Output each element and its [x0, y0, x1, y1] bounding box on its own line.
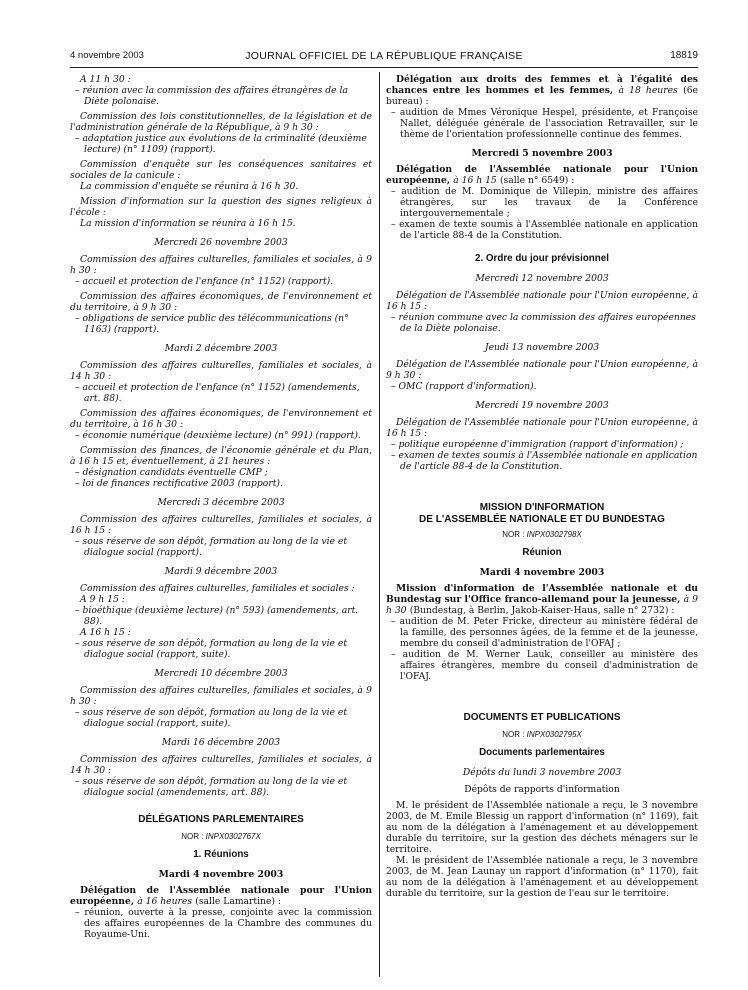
delegation-time: à 18 heures: [618, 85, 678, 96]
subsection-title: 1. Réunions: [193, 849, 249, 860]
agenda-item: – audition de M. Peter Fricke, directeur au ministère fédéral de la famille, des personnes âgées, de la femme et de la jeunesse, membre du conseil d'administration de l'OFAJ ;: [391, 616, 698, 649]
subsection-title: Réunion: [522, 547, 562, 558]
committee-heading: Commission des affaires culturelles, familiales et sociales, à 14 h 30 :: [70, 754, 372, 776]
section-title-mission: MISSION D'INFORMATION: [479, 502, 605, 513]
agenda-item: – audition de M. Dominique de Villepin, ministre des affaires étrangères, sur les travaux de la Conférence intergouvernementale ;: [391, 186, 698, 219]
date-heading: Mercredi 26 novembre 2003: [154, 237, 288, 248]
section-title-mission-sub: DE L'ASSEMBLÉE NATIONALE ET DU BUNDESTAG: [419, 514, 665, 525]
nor-reference: [386, 730, 698, 739]
report-paragraph: M. le président de l'Assemblée nationale a reçu, le 3 novembre 2003, de M. Jean Launay un rapport d'information (n° 1170), fait au nom de la délégation à l'aménagement et au développement durable du territoire, sur la gestion de l'eau sur le territoire.: [386, 855, 698, 899]
agenda-time: A 9 h 15 :: [80, 594, 125, 605]
delegation-time: à 16 heures: [137, 896, 193, 907]
agenda-item: – sous réserve de son dépôt, formation au long de la vie et dialogue social (rapport, suite).: [75, 707, 348, 729]
delegation-time: à 16 h 15: [453, 175, 497, 186]
agenda-item: – économie numérique (deuxième lecture) (n° 991) (rapport).: [75, 430, 361, 441]
date-heading-bold: Mardi 4 novembre 2003: [479, 567, 605, 578]
delegation-name: Délégation aux droits des femmes et à l'égalité des chances entre les hommes et les femmes,: [386, 74, 698, 96]
right-column: [386, 74, 698, 899]
agenda-item: – examen de textes soumis à l'Assemblée nationale en application de l'article 88-4 de la Constitution.: [391, 450, 698, 472]
delegation-room: (salle Lamartine) :: [195, 896, 282, 907]
committee-heading: Commission d'enquête sur les conséquences sanitaires et sociales de la canicule :: [70, 159, 372, 181]
agenda-item: – audition de Mmes Véronique Hespel, présidente, et Françoise Nallet, déléguée générale de l'association Retravailler, sur le thème de l'orientation professionnelle continue des femmes.: [391, 107, 698, 140]
committee-heading: Commission des finances, de l'économie générale et du Plan, à 16 h 15 et, éventuellement, à 21 heures :: [70, 445, 372, 467]
committee-heading: Commission des lois constitutionnelles, de la législation et de l'administration générale de la République, à 9 h 30 :: [70, 111, 372, 133]
date-heading: Mercredi 3 décembre 2003: [157, 497, 285, 508]
committee-heading: Commission des affaires culturelles, familiales et sociales, à 16 h 15 :: [70, 514, 372, 536]
mission-time: à 9 h 30: [386, 594, 698, 616]
committee-heading: Délégation de l'Assemblée nationale pour l'Union européenne, à 16 h 15 :: [386, 290, 698, 312]
delegation-name: Délégation de l'Assemblée nationale pour l'Union européenne,: [386, 164, 698, 186]
nor-code: INPX0302798X: [526, 530, 582, 539]
agenda-item: – accueil et protection de l'enfance (n° 1152) (rapport).: [75, 276, 334, 287]
date-heading-bold: Mardi 4 novembre 2003: [158, 869, 284, 880]
header-rule: [70, 67, 698, 68]
section-title-delegations: DÉLÉGATIONS PARLEMENTAIRES: [138, 814, 304, 825]
agenda-item: – loi de finances rectificative 2003 (rapport).: [75, 478, 283, 489]
nor-label: NOR :: [502, 530, 525, 539]
committee-heading: Commission des affaires culturelles, familiales et sociales :: [80, 583, 355, 594]
mission-name: Mission d'information de l'Assemblée nationale et du Bundestag sur l'Office franco-allemand pour la jeunesse,: [386, 583, 698, 605]
committee-heading: Délégation de l'Assemblée nationale pour l'Union européenne, à 16 h 15 :: [386, 417, 698, 439]
delegation-name: Délégation de l'Assemblée nationale pour l'Union européenne,: [70, 885, 372, 907]
date-heading: Mercredi 10 décembre 2003: [154, 668, 288, 679]
column-divider: [379, 72, 380, 977]
nor-code: INPX0302795X: [526, 730, 582, 739]
date-heading: Mardi 9 décembre 2003: [164, 566, 278, 577]
left-column: [70, 74, 372, 940]
mission-location: (Bundestag, à Berlin, Jakob-Kaiser-Haus, salle n° 2732) :: [409, 605, 675, 616]
agenda-item: – bioéthique (deuxième lecture) (n° 593) (amendements, art. 88).: [75, 605, 359, 627]
nor-reference: [70, 832, 372, 841]
agenda-item: – sous réserve de son dépôt, formation au long de la vie et dialogue social (rapport, suite).: [75, 638, 348, 660]
agenda-item: – accueil et protection de l'enfance (n° 1152) (amendements, art. 88).: [75, 382, 360, 404]
nor-reference: [386, 530, 698, 539]
agenda-item: – désignation candidats éventuelle CMP ;: [75, 467, 268, 478]
date-heading-bold: Mercredi 5 novembre 2003: [471, 148, 613, 159]
agenda-note: La commission d'enquête se réunira à 16 h 30.: [80, 181, 299, 192]
delegation-room: (6e bureau) :: [386, 85, 698, 107]
agenda-item: – sous réserve de son dépôt, formation au long de la vie et dialogue social (amendements, art. 88).: [75, 776, 348, 798]
date-heading: Jeudi 13 novembre 2003: [484, 342, 600, 353]
header-page-number: 18819: [670, 50, 698, 61]
agenda-item: – réunion avec la commission des affaires étrangères de la Diète polonaise.: [75, 85, 348, 107]
agenda-item: – réunion, ouverte à la presse, conjointe avec la commission des affaires européennes de la Chambre des communes du Royaume-Uni.: [75, 907, 372, 940]
date-heading: Dépôts du lundi 3 novembre 2003: [462, 767, 622, 778]
nor-label: NOR :: [181, 832, 204, 841]
delegation-heading: [386, 74, 698, 107]
report-paragraph: M. le président de l'Assemblée nationale a reçu, le 3 novembre 2003, de M. Emile Blessig un rapport d'information (n° 1169), fait au nom de la délégation à l'aménagement et au développement durable du territoire, sur la gestion des déchets ménagers sur le territoire.: [386, 800, 698, 855]
committee-heading: Commission des affaires culturelles, familiales et sociales, à 14 h 30 :: [70, 360, 372, 382]
date-heading: Mercredi 19 novembre 2003: [475, 400, 609, 411]
committee-heading: Mission d'information sur la question des signes religieux à l'école :: [70, 196, 372, 218]
subheading: Dépôts de rapports d'information: [464, 784, 620, 795]
agenda-item: – sous réserve de son dépôt, formation au long de la vie et dialogue social (rapport).: [75, 536, 348, 558]
committee-heading: Commission des affaires culturelles, familiales et sociales, à 9 h 30 :: [70, 254, 372, 276]
header-date: 4 novembre 2003: [70, 50, 144, 61]
agenda-item: – politique européenne d'immigration (rapport d'information) ;: [391, 439, 684, 450]
delegation-heading: [70, 885, 372, 907]
subsection-title: 2. Ordre du jour prévisionnel: [475, 253, 609, 264]
date-heading: Mardi 2 décembre 2003: [164, 343, 278, 354]
mission-heading: [386, 583, 698, 616]
committee-heading: Commission des affaires culturelles, familiales et sociales, à 9 h 30 :: [70, 685, 372, 707]
nor-label: NOR :: [502, 730, 525, 739]
agenda-item: – audition de M. Werner Lauk, conseiller au ministère des affaires étrangères, membre du conseil d'administration de l'OFAJ.: [391, 649, 698, 682]
agenda-item: – OMC (rapport d'information).: [391, 381, 537, 392]
delegation-room: (salle n° 6549) :: [499, 175, 575, 186]
agenda-time: A 11 h 30 :: [80, 74, 131, 85]
agenda-note: La mission d'information se réunira à 16 h 15.: [80, 218, 296, 229]
agenda-item: – examen de texte soumis à l'Assemblée nationale en application de l'article 88-4 de la Constitution.: [391, 219, 698, 241]
subsection-title: Documents parlementaires: [479, 747, 605, 758]
date-heading: Mercredi 12 novembre 2003: [475, 273, 609, 284]
page-header: [70, 50, 698, 66]
header-journal-title: JOURNAL OFFICIEL DE LA RÉPUBLIQUE FRANÇAISE: [245, 50, 523, 62]
delegation-heading: [386, 164, 698, 186]
date-heading: Mardi 16 décembre 2003: [161, 737, 281, 748]
agenda-item: – réunion commune avec la commission des affaires européennes de la Diète polonaise.: [391, 312, 696, 334]
nor-code: INPX0302767X: [205, 832, 261, 841]
agenda-time: A 16 h 15 :: [80, 627, 131, 638]
agenda-item: – obligations de service public des télécommunications (n° 1163) (rapport).: [75, 313, 349, 335]
committee-heading: Commission des affaires économiques, de l'environnement et du territoire, à 9 h 30 :: [70, 291, 372, 313]
agenda-item: – adaptation justice aux évolutions de la criminalité (deuxième lecture) (n° 1109) (rapport).: [75, 133, 367, 155]
committee-heading: Délégation de l'Assemblée nationale pour l'Union européenne, à 9 h 30 :: [386, 359, 698, 381]
section-title-documents: DOCUMENTS ET PUBLICATIONS: [463, 712, 621, 723]
committee-heading: Commission des affaires économiques, de l'environnement et du territoire, à 16 h 30 :: [70, 408, 372, 430]
